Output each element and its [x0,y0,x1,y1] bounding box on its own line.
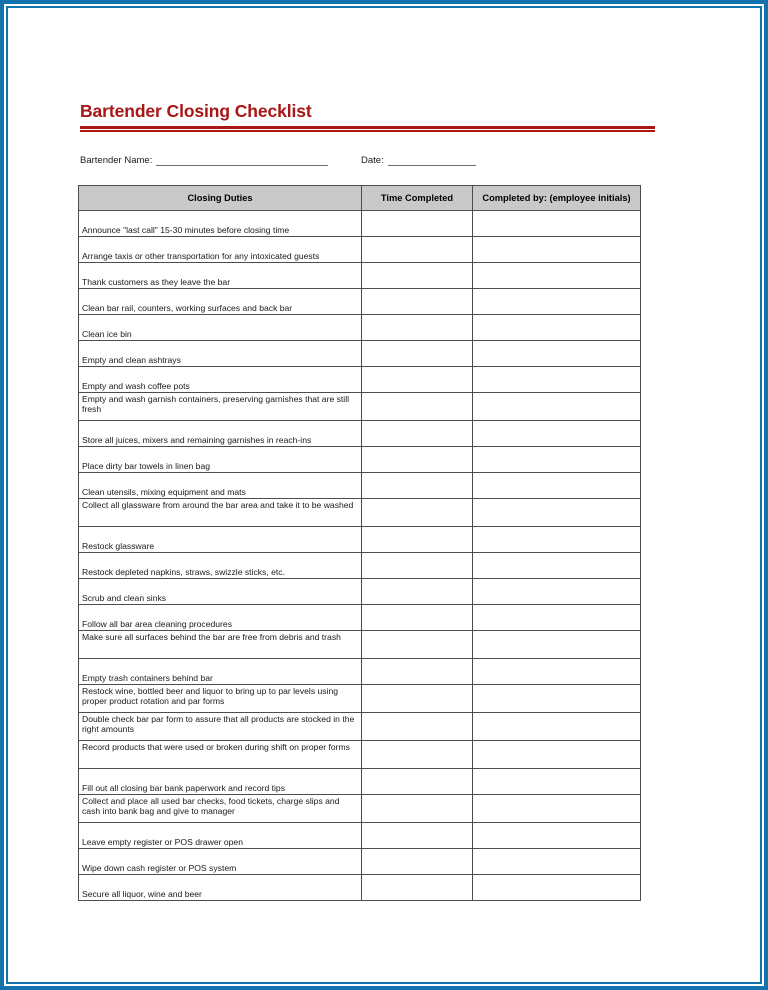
duty-cell: Thank customers as they leave the bar [79,263,362,289]
table-row [79,553,641,579]
completed-by-cell[interactable] [473,367,641,393]
page-title: Bartender Closing Checklist [80,101,312,121]
table-row [79,315,641,341]
time-completed-cell[interactable] [362,579,473,605]
time-completed-cell[interactable] [362,289,473,315]
duty-cell: Restock glassware [79,527,362,553]
duty-cell: Store all juices, mixers and remaining garnishes in reach-ins [79,421,362,447]
closing-duties-table [78,185,641,901]
table-row [79,393,641,421]
table-row [79,527,641,553]
time-completed-cell[interactable] [362,447,473,473]
completed-by-cell[interactable] [473,713,641,741]
time-completed-cell[interactable] [362,421,473,447]
duty-cell: Double check bar par form to assure that all products are stocked in the right amounts [79,713,362,741]
table-row [79,289,641,315]
duty-cell: Empty trash containers behind bar [79,659,362,685]
table-row [79,875,641,901]
duty-cell: Collect all glassware from around the bar area and take it to be washed [79,499,362,527]
completed-by-cell[interactable] [473,741,641,769]
duty-cell: Place dirty bar towels in linen bag [79,447,362,473]
completed-by-cell[interactable] [473,769,641,795]
completed-by-cell[interactable] [473,263,641,289]
time-completed-cell[interactable] [362,553,473,579]
completed-by-cell[interactable] [473,447,641,473]
duty-cell: Make sure all surfaces behind the bar are free from debris and trash [79,631,362,659]
completed-by-cell[interactable] [473,211,641,237]
duty-cell: Fill out all closing bar bank paperwork and record tips [79,769,362,795]
table-body [79,211,641,901]
table-row [79,685,641,713]
time-completed-cell[interactable] [362,795,473,823]
table-row [79,795,641,823]
time-completed-cell[interactable] [362,341,473,367]
table-row [79,741,641,769]
bartender-name-field[interactable] [80,154,328,166]
bartender-name-label: Bartender Name: [80,155,153,166]
duty-cell: Empty and clean ashtrays [79,341,362,367]
time-completed-cell[interactable] [362,741,473,769]
duty-cell: Clean utensils, mixing equipment and mats [79,473,362,499]
table-row [79,769,641,795]
time-completed-cell[interactable] [362,659,473,685]
completed-by-cell[interactable] [473,823,641,849]
time-completed-cell[interactable] [362,605,473,631]
completed-by-cell[interactable] [473,685,641,713]
title-rule-thin [80,130,655,132]
duty-cell: Empty and wash garnish containers, preserving garnishes that are still fresh [79,393,362,421]
time-completed-cell[interactable] [362,499,473,527]
table-header-row [79,186,641,211]
time-completed-cell[interactable] [362,875,473,901]
table-row [79,341,641,367]
duty-cell: Collect and place all used bar checks, food tickets, charge slips and cash into bank bag and give to manager [79,795,362,823]
completed-by-cell[interactable] [473,605,641,631]
duty-cell: Follow all bar area cleaning procedures [79,605,362,631]
time-completed-cell[interactable] [362,393,473,421]
bartender-name-input[interactable] [156,154,328,166]
table-row [79,605,641,631]
completed-by-cell[interactable] [473,579,641,605]
table-row [79,473,641,499]
table-row [79,447,641,473]
time-completed-cell[interactable] [362,685,473,713]
duty-cell: Clean bar rail, counters, working surfaces and back bar [79,289,362,315]
duty-cell: Arrange taxis or other transportation for any intoxicated guests [79,237,362,263]
time-completed-cell[interactable] [362,769,473,795]
completed-by-cell[interactable] [473,631,641,659]
duty-cell: Scrub and clean sinks [79,579,362,605]
completed-by-cell[interactable] [473,527,641,553]
completed-by-cell[interactable] [473,875,641,901]
table-row [79,849,641,875]
completed-by-cell[interactable] [473,553,641,579]
table-row [79,631,641,659]
table-row [79,713,641,741]
completed-by-cell[interactable] [473,237,641,263]
duty-cell: Clean ice bin [79,315,362,341]
table-row [79,823,641,849]
time-completed-cell[interactable] [362,823,473,849]
duty-cell: Wipe down cash register or POS system [79,849,362,875]
date-label: Date: [361,155,384,166]
table-row [79,579,641,605]
duty-cell: Leave empty register or POS drawer open [79,823,362,849]
completed-by-cell[interactable] [473,499,641,527]
completed-by-cell[interactable] [473,289,641,315]
time-completed-cell[interactable] [362,315,473,341]
completed-by-cell[interactable] [473,849,641,875]
date-field[interactable] [361,154,476,166]
column-header-completed-by: Completed by: (employee initials) [473,186,641,211]
time-completed-cell[interactable] [362,263,473,289]
time-completed-cell[interactable] [362,211,473,237]
table-row [79,263,641,289]
time-completed-cell[interactable] [362,631,473,659]
table-row [79,421,641,447]
table-row [79,659,641,685]
duty-cell: Record products that were used or broken during shift on proper forms [79,741,362,769]
title-divider-rule [80,126,655,132]
time-completed-cell[interactable] [362,849,473,875]
time-completed-cell[interactable] [362,367,473,393]
table-row [79,237,641,263]
column-header-time-completed: Time Completed [362,186,473,211]
completed-by-cell[interactable] [473,315,641,341]
date-input[interactable] [388,154,476,166]
form-meta-row [80,154,660,170]
table-row [79,367,641,393]
time-completed-cell[interactable] [362,713,473,741]
duty-cell: Empty and wash coffee pots [79,367,362,393]
completed-by-cell[interactable] [473,795,641,823]
completed-by-cell[interactable] [473,473,641,499]
duty-cell: Announce "last call" 15-30 minutes before closing time [79,211,362,237]
completed-by-cell[interactable] [473,393,641,421]
duty-cell: Restock depleted napkins, straws, swizzle sticks, etc. [79,553,362,579]
time-completed-cell[interactable] [362,237,473,263]
duty-cell: Secure all liquor, wine and beer [79,875,362,901]
table-row [79,211,641,237]
document-page [9,9,759,971]
completed-by-cell[interactable] [473,341,641,367]
completed-by-cell[interactable] [473,659,641,685]
time-completed-cell[interactable] [362,473,473,499]
column-header-closing-duties: Closing Duties [79,186,362,211]
duty-cell: Restock wine, bottled beer and liquor to bring up to par levels using proper product rotation and par forms [79,685,362,713]
completed-by-cell[interactable] [473,421,641,447]
table-row [79,499,641,527]
time-completed-cell[interactable] [362,527,473,553]
